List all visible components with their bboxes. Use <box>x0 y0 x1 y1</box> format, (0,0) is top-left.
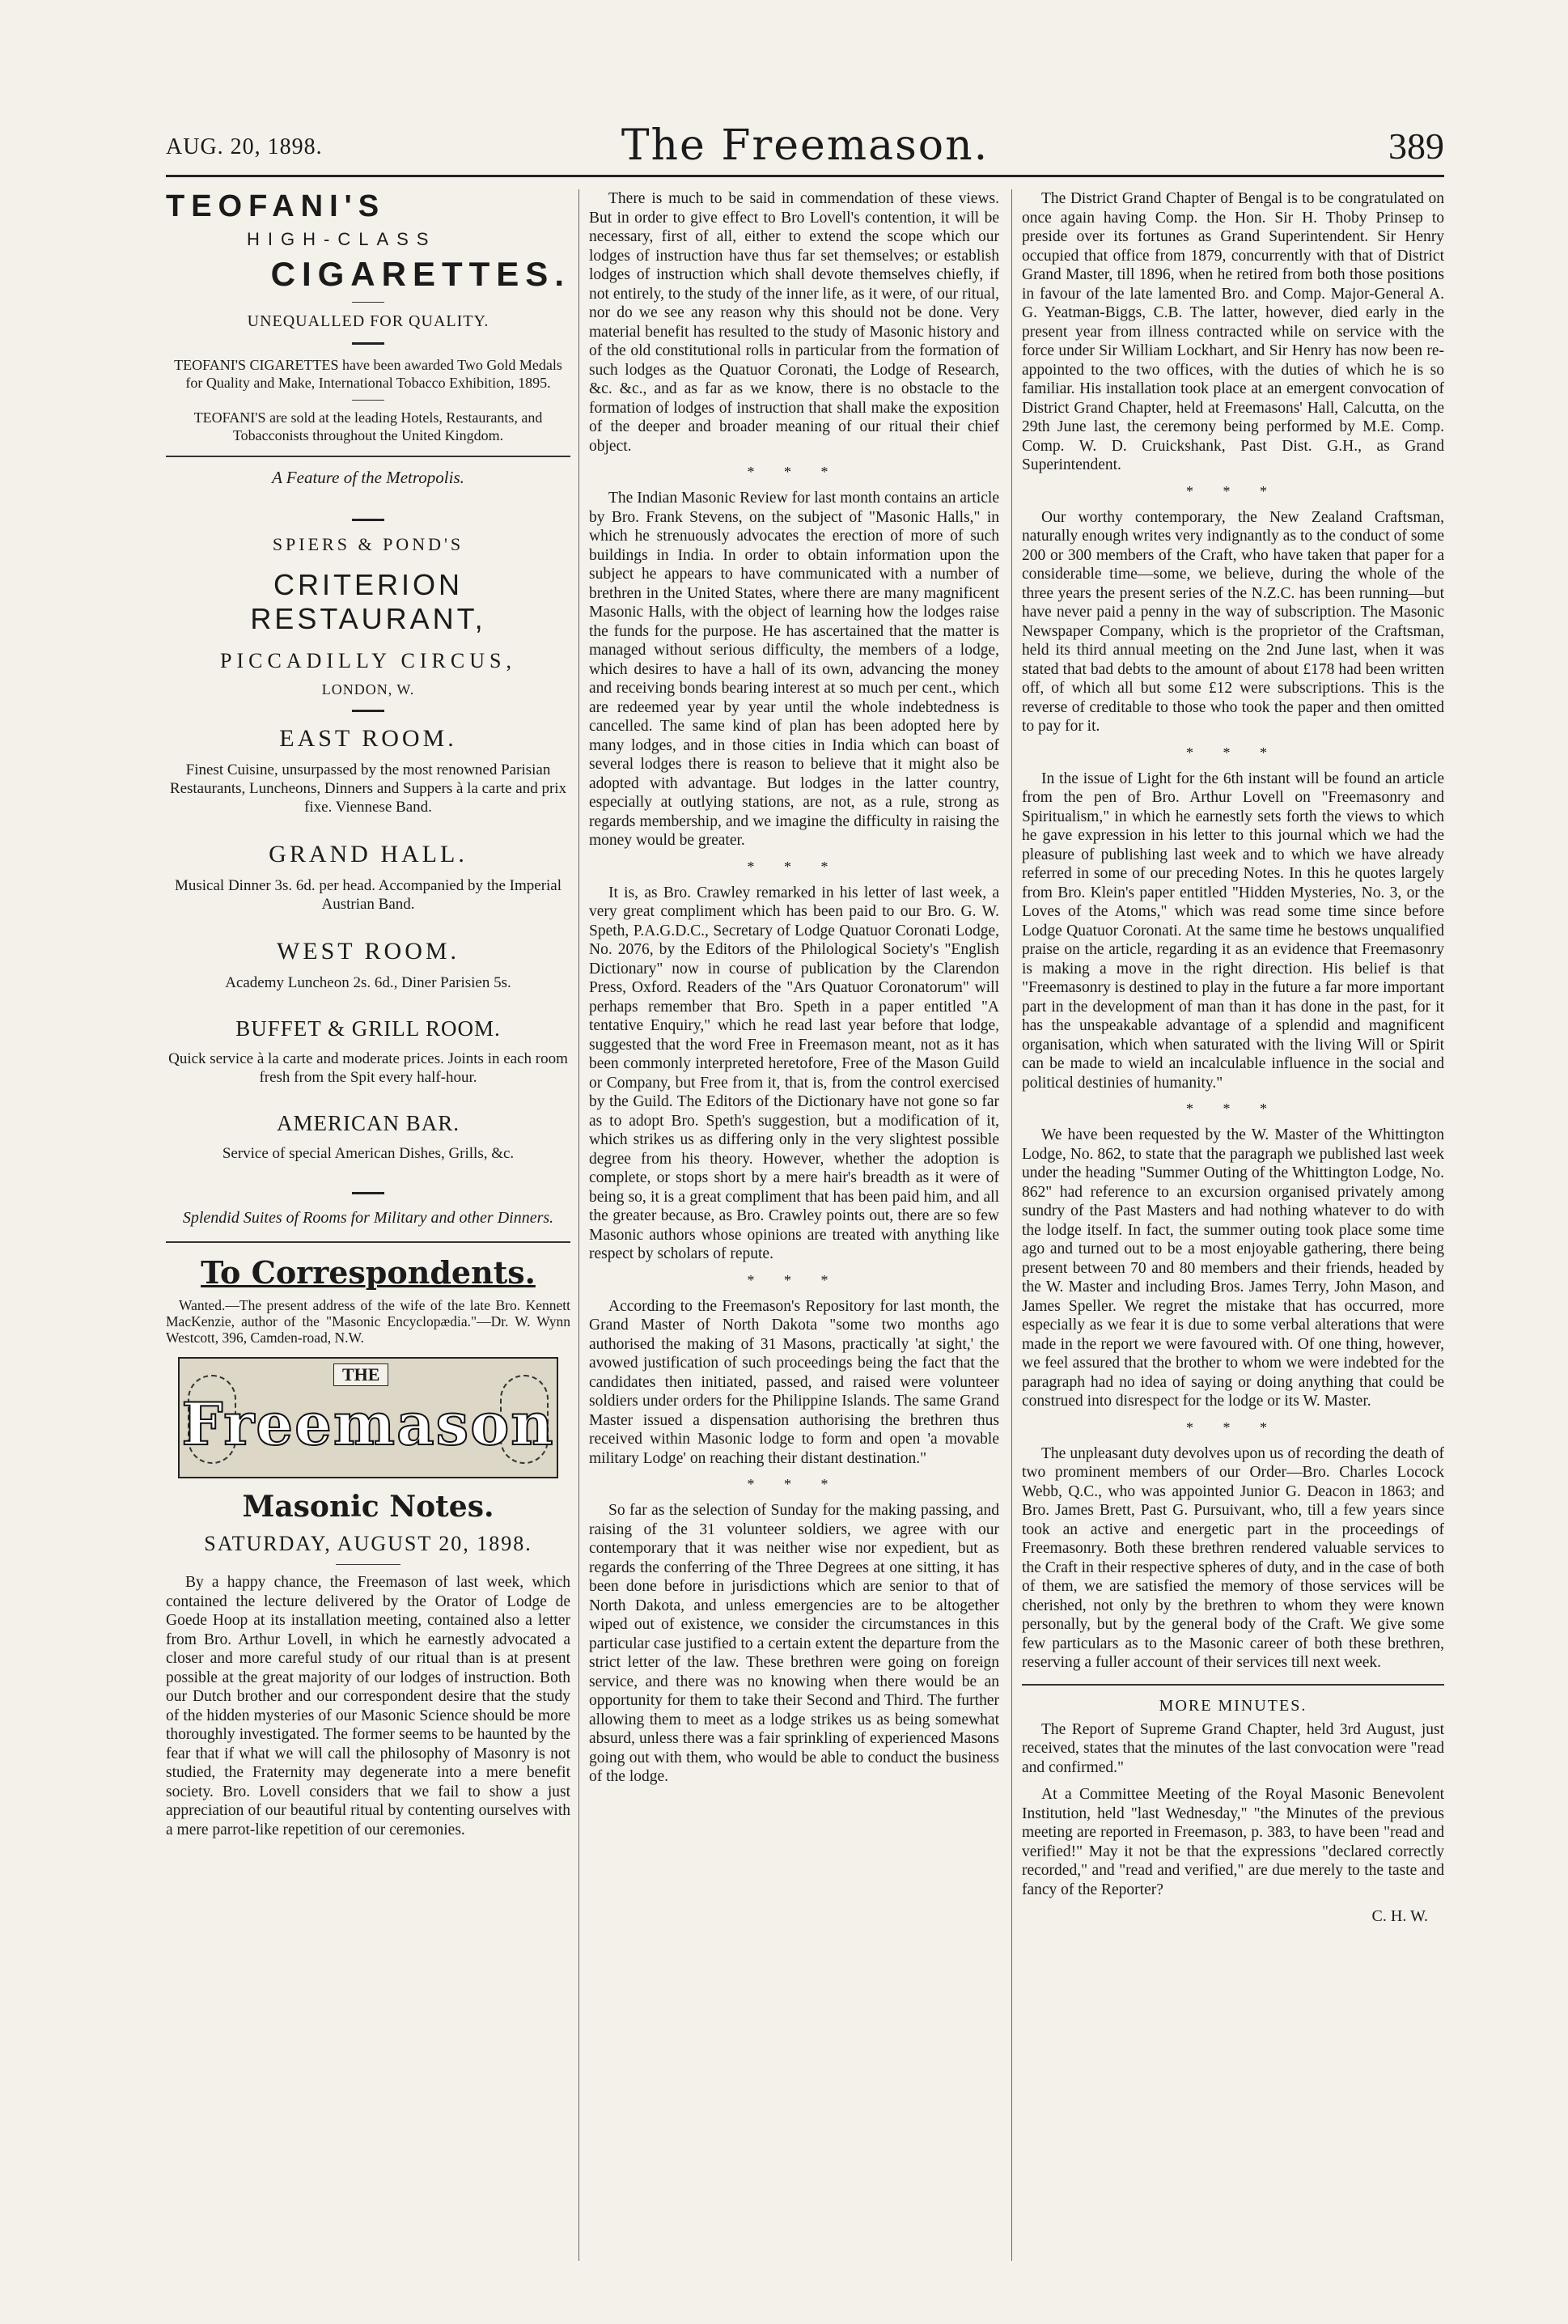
column-2 <box>578 189 999 2261</box>
section-stars: * * * <box>1186 1419 1280 1436</box>
banner-name: Freemason <box>181 1389 555 1458</box>
article-paragraph: At a Committee Meeting of the Royal Masonic Benevolent Institution, held "last Wednesday," "the Minutes of the previous meeting are reported in Freemason, p. 383, to have been "read and verified!" May it not be that the expressions "declared correctly recorded," and "read and verified," are due merely to the taste and fancy of the Reporter? <box>1022 1786 1444 1898</box>
section-stars: * * * <box>747 858 841 875</box>
divider <box>352 400 384 401</box>
section-rule <box>166 1241 570 1243</box>
masonic-notes-heading: Masonic Notes. <box>242 1490 494 1524</box>
section-stars: * * * <box>1186 744 1280 761</box>
article-paragraph: The Indian Masonic Review for last month contains an article by Bro. Frank Stevens, on the subject of "Masonic Halls," in which he strenuously advocates the erection of more of such buildings in India. In order to obtain information upon the subject he appears to have communicated with a number of brethren in the United States, where there are many magnificent Masonic Halls, with the object of learning how the lodges raise the funds for the purpose. He has ascertained that the matter is managed without serious difficulty, the members of a lodge, which desires to have a hall of its own, advancing the money and receiving bonds bearing interest at so much per cent., which are redeemed year by year until the whole indebtedness is cancelled. The same kind of plan has been adopted here by many lodges, and in those cities in India which can boast of several lodges there is reason to believe that it might also be adopted with advantage. But lodges in the latter country, especially at outlying stations, are not, as a rule, strong as regards membership, and we imagine the difficulty in raising the money would be greater. <box>589 490 999 849</box>
article-paragraph: By a happy chance, the Freemason of last week, which contained the lecture delivered by the Orator of Lodge de Goede Hoop at its installation meeting, contained also a letter from Bro. Arthur Lovell, in which he earnestly advocated a closer and more careful study of our ritual than is at present possible at the great majority of our lodges of instruction. Both our Dutch brother and our correspondent desire that the study of the hidden mysteries of our Masonic Science should be more thoroughly investigated. The former seems to be haunted by the fear that if what we will call the philosophy of Masonry is not studied, the Fraternity may degenerate into a mere benefit society. Bro. Lovell considers that we fail to show a just appreciation of our beautiful ritual by contenting ourselves with a mere parrot-like repetition of our ceremonies. <box>166 1574 570 1838</box>
room-description: Academy Luncheon 2s. 6d., Diner Parisien 5s. <box>225 974 511 991</box>
signature: C. H. W. <box>1371 1907 1428 1925</box>
article-paragraph: So far as the selection of Sunday for the making passing, and raising of the 31 volunteer soldiers, we agree with our contemporary that it was neither wise nor expedient, but as regards the conferring of the Three Degrees at one sitting, it has been done before in jurisdictions which are senior to that of North Dakota, and unless emergencies are to be altogether wiped out of existence, we consider the circumstances in this particular case justified to a certain extent the departure from the strict letter of the law. These brethren were going on foreign service, and there was no knowing when there would be an opportunity for them to take their Second and Third. The further allowing them to meet as a lodge strikes us as being somewhat absurd, unless there was a fair sprinkling of experienced Masons going out with them, who would be able to conduct the business of the lodge. <box>589 1502 999 1785</box>
criterion-ad <box>166 534 570 1230</box>
article-paragraph: Our worthy contemporary, the New Zealand Craftsman, naturally enough writes very indignantly as to the conduct of some 200 or 300 members of the Craft, who have taken that paper for a considerable time—some, we believe, during the whole of the three years the present series of the N.Z.C. has been running—but have never paid a penny in the way of subscription. The Masonic Newspaper Company, which is the proprietor of the Craftsman, held its third annual meeting on the 2nd June last, when it was stated that bad debts to the amount of about £178 had been written off, of which all but some £12 were subscriptions. This is the reverse of creditable to those who took the paper and then omitted to pay for it. <box>1022 508 1444 735</box>
room-title: WEST ROOM. <box>276 938 460 965</box>
banner-the: THE <box>333 1363 388 1386</box>
ad-owners: SPIERS & POND'S <box>272 534 464 554</box>
article-paragraph: It is, as Bro. Crawley remarked in his letter of last week, a very great compliment which has been paid to our Bro. G. W. Speth, P.A.G.D.C., Secretary of Lodge Quatuor Coronati Lodge, No. 2076, by the Editors of the Philological Society's "English Dictionary" now in course of publication by the Clarendon Press, Oxford. Readers of the "Ars Quatuor Coronatorum" will perhaps remember that Bro. Speth in a paper entitled "A tentative Enquiry," which he read last year before that lodge, suggested that the word Free in Freemason meant, not as it has been commonly interpreted heretofore, Free of the Mason Guild or Company, but Free from it, that is, from the control exercised by the Guild. The Editors of the Dictionary have not gone so far as to adopt Bro. Speth's suggestion, but a modification of it, which strikes us as differing only in the very slightest possible degree from his theory. However, whether the adoption is complete, or stops short by a mere hair's breadth as it were of being so, it is a great compliment that has been paid him, and all the greater because, as Bro. Crawley points out, there are so few Masonic authors whose opinions are treated with anything like respect by scholars of repute. <box>589 884 999 1262</box>
ad-brand: TEOFANI'S <box>166 189 386 223</box>
ad-place: PICCADILLY CIRCUS, <box>220 649 516 672</box>
article-paragraph: According to the Freemason's Repository for last month, the Grand Master of North Dakota "some two months ago authorised the making of 31 Masons, practically 'at sight,' the avowed justification of such proceedings being the fact that the candidates then initiated, passed, and raised were volunteer soldiers under orders for the Philippine Islands. The same Grand Master issued a dispensation authorising the brethren thus received within Masonic lodge to form and open 'a movable military Lodge' on reaching their distant destination." <box>589 1297 999 1467</box>
article-paragraph: In the issue of Light for the 6th instant will be found an article from the pen of Bro. Arthur Lovell on "Freemasonry and Spiritualism," in which he earnestly sets forth the views to which he gave expression in his letter to this journal which we had the pleasure of publishing last week and to which we have already referred in some of our preceding Notes. In this he quotes largely from Bro. Klein's paper entitled "Hidden Mysteries, No. 3, or the Loves of the Atoms," which was read some time since before Lodge Quatuor Coronati. At the same time he bestows unqualified praise on the article, regarding it as an evidence that Freemasonry is making a move in the right direction. His belief is that "Freemasonry is destined to play in the future a far more important part in the development of man than it has done in the past, for it has the unspeakable advantage of a splendid and magnificent organisation, which when saturated with the living Will or Spirit can be made to wield an incalculable influence in the social and political destinies of humanity." <box>1022 770 1444 1092</box>
divider <box>352 519 384 521</box>
correspondents-heading: To Correspondents. <box>201 1254 536 1291</box>
section-stars: * * * <box>747 1271 841 1288</box>
section-stars: * * * <box>747 1476 841 1492</box>
ad-tagline: UNEQUALLED FOR QUALITY. <box>247 312 489 330</box>
room-american-bar <box>166 1111 570 1163</box>
section-rule <box>1022 1684 1444 1686</box>
room-east <box>166 725 570 816</box>
article-paragraph: We have been requested by the W. Master of the Whittington Lodge, No. 862, to state that the paragraph we published last week under the heading "Summer Outing of the Whittington Lodge, No. 862" had reference to an excursion organised privately among sundry of the Past Masters and had nothing whatever to do with the lodge itself. In fact, the summer outing took place some time ago and turned out to be a most enjoyable gathering, there being present between 70 and 80 members and their friends, headed by the W. Master and including Bros. James Terry, John Mason, and James Speller. We regret the mistake that has occurred, more especially as we fear it is due to some verbal alterations that were made in the report we were favoured with. Of one thing, however, we feel assured that the brother to whom we were indebted for the paragraph had no idea of saying or doing anything that could be construed into disrespect for the lodge or its W. Master. <box>1022 1126 1444 1410</box>
ad-city: LONDON, W. <box>321 681 415 698</box>
article-paragraph: The Report of Supreme Grand Chapter, held 3rd August, just received, states that the minutes of the last convocation were "read and confirmed." <box>1022 1720 1444 1776</box>
article-paragraph: There is much to be said in commendation of these views. But in order to give effect to Bro Lovell's contention, it will be necessary, first of all, either to extend the scope which our lodges of instruction have thus far set themselves; or establish lodges of instruction which shall devote themselves chiefly, if not entirely, to the study of the inner life, as it were, of our ritual, nor do we see any reason why this should not be done. Very material benefit has resulted to the study of Masonic history and of the old constitutional rolls in particular from the formation of such lodges as the Quatuor Coronati, the Lodge of Research, &c. &c., and as far as we know, there is no obstacle to the formation of lodges of instruction that shall make the exposition of the deeper and broader meaning of our ritual their chief object. <box>589 190 999 455</box>
more-minutes-heading: MORE MINUTES. <box>1159 1696 1307 1715</box>
correspondents-text: Wanted.—The present address of the wife of the late Bro. Kennett MacKenzie, author of the "Masonic Encyclopædia."—Dr. W. Wynn Westcott, 396, Camden-road, N.W. <box>166 1297 570 1346</box>
room-grand-hall <box>166 841 570 914</box>
ad-suites: Splendid Suites of Rooms for Military and other Dinners. <box>182 1209 554 1227</box>
section-stars: * * * <box>1186 482 1280 499</box>
room-title: GRAND HALL. <box>269 841 468 867</box>
room-west <box>166 938 570 992</box>
newspaper-page <box>166 121 1444 2266</box>
divider <box>336 1564 400 1565</box>
divider <box>352 710 384 712</box>
freemason-banner <box>178 1357 558 1478</box>
divider <box>352 302 384 303</box>
column-1 <box>166 189 570 2261</box>
column-3 <box>1011 189 1444 2261</box>
divider <box>352 1192 384 1194</box>
masthead-rule <box>166 175 1444 177</box>
notes-dateline: SATURDAY, AUGUST 20, 1898. <box>204 1532 532 1555</box>
divider <box>352 342 384 345</box>
room-buffet <box>166 1016 570 1087</box>
room-title: EAST ROOM. <box>279 725 457 752</box>
article-paragraph: The District Grand Chapter of Bengal is to be congratulated on once again having Comp. the Hon. Sir H. Thoby Prinsep to preside over its fortunes as Grand Superintendent. Sir Henry occupied that office from 1879, concurrently with that of District Grand Master, till 1896, when he retired from both those positions in favour of the late lamented Bro. and Comp. Major-General A. G. Yeatman-Biggs, C.B. The latter, however, died early in the present year from illness contracted while on service with the force under Sir William Lockhart, and Sir Henry has now been re-appointed to the two offices, with the duties of which he is so familiar. His installation took place at an emergent convocation of District Grand Chapter, held at Freemasons' Hall, Calcutta, on the 29th June last, the ceremony being performed by M.E. Comp. Comp. W. D. Cruickshank, Past Dist. G.H., as Grand Superintendent. <box>1022 190 1444 473</box>
issue-date: AUG. 20, 1898. <box>166 134 323 159</box>
room-description: Service of special American Dishes, Grills, &c. <box>222 1145 515 1162</box>
room-description: Finest Cuisine, unsurpassed by the most renowned Parisian Restaurants, Luncheons, Dinners and Suppers à la carte and prix fixe. Viennese Band. <box>169 761 567 816</box>
masthead <box>166 121 1444 173</box>
article-paragraph: The unpleasant duty devolves upon us of recording the death of two prominent members of our Order—Bro. Charles Locock Webb, Q.C., who was appointed Junior G. Deacon in 1863; and Bro. James Brett, Past G. Pursuivant, who, till a few years since took an active and energetic part in the proceedings of Freemasonry. Both these brethren rendered valuable services to the Craft in their respective spheres of duty, and in the case of both of them, we are satisfied the memory of those services will be cherished, not only by the brethren to whom they were known personally, but by the general body of the Craft. We give some few particulars as to the Masonic career of both these brethren, reserving a fuller account of their services till next week. <box>1022 1444 1444 1671</box>
ad-class-line: HIGH-CLASS <box>247 229 437 249</box>
feature-line: A Feature of the Metropolis. <box>272 468 464 487</box>
room-title: AMERICAN BAR. <box>276 1111 460 1135</box>
section-stars: * * * <box>747 464 841 480</box>
section-rule <box>166 456 570 457</box>
newspaper-title: The Freemason. <box>621 121 990 170</box>
ad-product: CIGARETTES. <box>270 255 570 293</box>
section-stars: * * * <box>1186 1101 1280 1117</box>
ad-awards: TEOFANI'S CIGARETTES have been awarded Two Gold Medals for Quality and Make, International Tobacco Exhibition, 1895. <box>174 357 562 391</box>
page-number: 389 <box>1388 125 1444 167</box>
ad-restaurant-name: CRITERION RESTAURANT, <box>250 568 486 635</box>
teofani-ad <box>166 189 570 444</box>
room-description: Quick service à la carte and moderate prices. Joints in each room fresh from the Spit every half-hour. <box>168 1050 568 1086</box>
room-description: Musical Dinner 3s. 6d. per head. Accompanied by the Imperial Austrian Band. <box>174 877 562 913</box>
room-title: BUFFET & GRILL ROOM. <box>235 1016 501 1041</box>
ad-sold: TEOFANI'S are sold at the leading Hotels, Restaurants, and Tobacconists throughout the United Kingdom. <box>193 409 543 443</box>
